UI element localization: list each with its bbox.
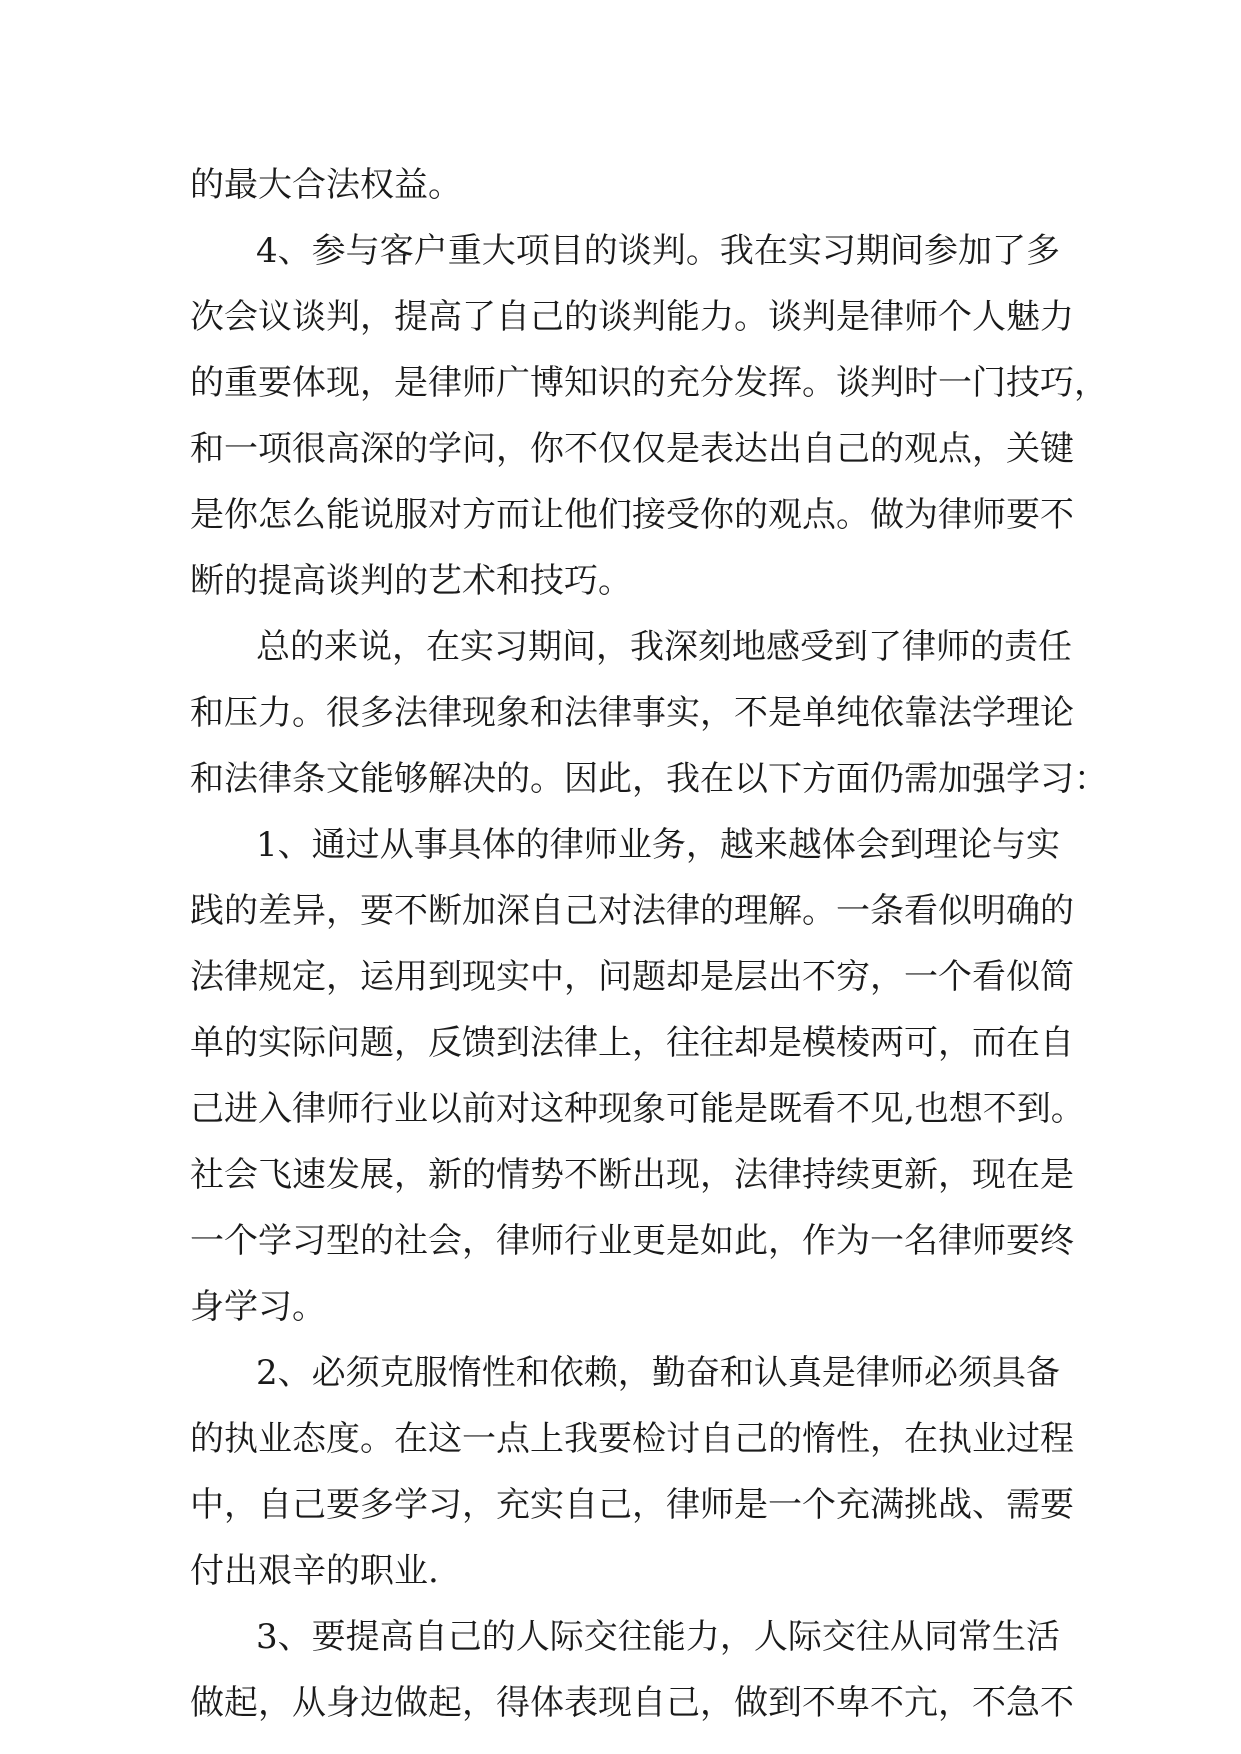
text-line: 4、参与客户重大项目的谈判。我在实习期间参加了多 [256, 231, 1060, 271]
text-line: 的执业态度。在这一点上我要检讨自己的惰性，在执业过程 [190, 1419, 1074, 1459]
text-line: 3、要提高自己的人际交往能力，人际交往从同常生活 [256, 1617, 1060, 1657]
text-line: 一个学习型的社会，律师行业更是如此，作为一名律师要终 [190, 1221, 1074, 1261]
text-line: 身学习。 [190, 1287, 326, 1327]
text-line: 中，自己要多学习，充实自己，律师是一个充满挑战、需要 [190, 1485, 1074, 1525]
text-line: 和法律条文能够解决的。因此，我在以下方面仍需加强学习： [190, 759, 1108, 799]
text-line: 断的提高谈判的艺术和技巧。 [190, 561, 632, 601]
text-line: 己进入律师行业以前对这种现象可能是既看不见,也想不到。 [190, 1089, 1085, 1129]
text-line: 1、通过从事具体的律师业务，越来越体会到理论与实 [256, 825, 1060, 865]
text-line: 2、必须克服惰性和依赖，勤奋和认真是律师必须具备 [256, 1353, 1060, 1393]
text-line: 践的差异，要不断加深自己对法律的理解。一条看似明确的 [190, 891, 1074, 931]
text-line: 是你怎么能说服对方而让他们接受你的观点。做为律师要不 [190, 495, 1074, 535]
text-line: 总的来说，在实习期间，我深刻地感受到了律师的责任 [256, 627, 1072, 667]
text-line: 和压力。很多法律现象和法律事实，不是单纯依靠法学理论 [190, 693, 1074, 733]
text-line: 法律规定，运用到现实中，问题却是层出不穷，一个看似简 [190, 957, 1074, 997]
text-line: 做起，从身边做起，得体表现自己，做到不卑不亢，不急不 [190, 1683, 1074, 1723]
text-line: 的最大合法权益。 [190, 165, 462, 205]
text-line: 单的实际问题，反馈到法律上，往往却是模棱两可，而在自 [190, 1023, 1074, 1063]
text-line: 付出艰辛的职业. [190, 1551, 439, 1591]
text-line: 社会飞速发展，新的情势不断出现，法律持续更新，现在是 [190, 1155, 1074, 1195]
text-line: 次会议谈判，提高了自己的谈判能力。谈判是律师个人魅力 [190, 297, 1074, 337]
text-line: 的重要体现，是律师广博知识的充分发挥。谈判时一门技巧， [190, 363, 1108, 403]
text-line: 和一项很高深的学问，你不仅仅是表达出自己的观点，关键 [190, 429, 1074, 469]
